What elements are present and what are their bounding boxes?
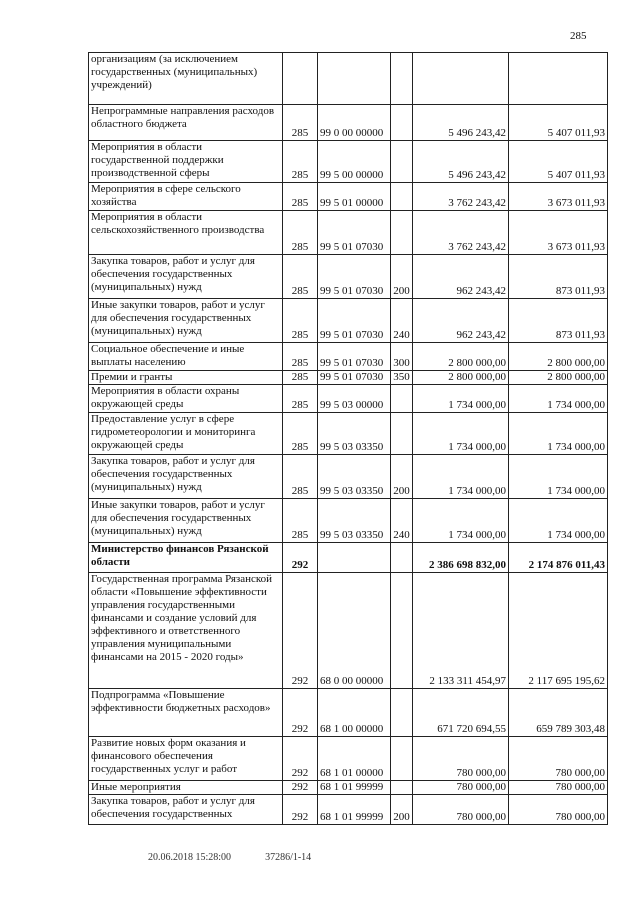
row-sum1-cell: 962 243,42 xyxy=(413,255,509,299)
row-name-cell: Иные закупки товаров, работ и услуг для обеспечения государственных (муниципальных) нужд xyxy=(89,299,283,343)
row-vr-cell: 200 xyxy=(391,255,413,299)
row-csr-cell: 99 0 00 00000 xyxy=(318,105,391,141)
row-sum1-cell: 2 800 000,00 xyxy=(413,343,509,371)
row-csr-cell: 68 1 01 99999 xyxy=(318,781,391,795)
table-row xyxy=(89,299,608,343)
row-ved-cell: 292 xyxy=(283,795,318,825)
table-row xyxy=(89,573,608,689)
row-name-cell: Министерство финансов Рязанской области xyxy=(89,543,283,573)
row-csr-cell xyxy=(318,53,391,105)
row-vr-cell: 200 xyxy=(391,455,413,499)
row-csr-cell: 68 1 00 00000 xyxy=(318,689,391,737)
row-name-cell: Мероприятия в области сельскохозяйственного производства xyxy=(89,211,283,255)
row-sum2-cell: 873 011,93 xyxy=(509,255,608,299)
row-ved-cell: 285 xyxy=(283,141,318,183)
row-vr-cell xyxy=(391,211,413,255)
row-name-cell: организациям (за исключением государственных (муниципальных) учреждений) xyxy=(89,53,283,105)
row-vr-cell xyxy=(391,413,413,455)
table-row xyxy=(89,141,608,183)
budget-table-body xyxy=(89,53,608,825)
row-csr-cell: 99 5 01 00000 xyxy=(318,183,391,211)
row-name-cell: Государственная программа Рязанской области «Повышение эффективности управления государственными финансами и создание условий для эффективного и ответственного управления муниципальными финансами на 2015 - 2020 годы» xyxy=(89,573,283,689)
row-name-cell: Предоставление услуг в сфере гидрометеорологии и мониторинга окружающей среды xyxy=(89,413,283,455)
row-sum2-cell xyxy=(509,53,608,105)
row-sum1-cell: 1 734 000,00 xyxy=(413,455,509,499)
row-ved-cell: 285 xyxy=(283,183,318,211)
table-row xyxy=(89,795,608,825)
row-sum2-cell: 780 000,00 xyxy=(509,781,608,795)
table-row xyxy=(89,689,608,737)
row-name-cell: Подпрограмма «Повышение эффективности бюджетных расходов» xyxy=(89,689,283,737)
row-ved-cell: 292 xyxy=(283,689,318,737)
page-number: 285 xyxy=(570,30,587,42)
row-sum2-cell: 1 734 000,00 xyxy=(509,413,608,455)
row-sum2-cell: 2 117 695 195,62 xyxy=(509,573,608,689)
row-sum2-cell: 5 407 011,93 xyxy=(509,141,608,183)
row-sum2-cell: 780 000,00 xyxy=(509,795,608,825)
row-ved-cell: 292 xyxy=(283,543,318,573)
row-csr-cell: 99 5 01 07030 xyxy=(318,371,391,385)
row-sum1-cell: 1 734 000,00 xyxy=(413,499,509,543)
row-ved-cell: 285 xyxy=(283,255,318,299)
row-vr-cell xyxy=(391,781,413,795)
row-sum1-cell: 1 734 000,00 xyxy=(413,385,509,413)
row-ved-cell: 285 xyxy=(283,455,318,499)
row-sum2-cell: 2 174 876 011,43 xyxy=(509,543,608,573)
table-row xyxy=(89,543,608,573)
row-vr-cell: 200 xyxy=(391,795,413,825)
row-csr-cell: 99 5 03 03350 xyxy=(318,413,391,455)
row-ved-cell: 285 xyxy=(283,105,318,141)
row-vr-cell: 300 xyxy=(391,343,413,371)
row-csr-cell: 99 5 03 00000 xyxy=(318,385,391,413)
footer-doc-code: 37286/1-14 xyxy=(265,852,312,863)
row-name-cell: Премии и гранты xyxy=(89,371,283,385)
row-name-cell: Закупка товаров, работ и услуг для обеспечения государственных (муниципальных) нужд xyxy=(89,255,283,299)
row-name-cell: Закупка товаров, работ и услуг для обеспечения государственных xyxy=(89,795,283,825)
footer-datetime: 20.06.2018 15:28:00 xyxy=(148,852,232,863)
row-vr-cell xyxy=(391,385,413,413)
table-row xyxy=(89,371,608,385)
table-row xyxy=(89,413,608,455)
row-sum2-cell: 659 789 303,48 xyxy=(509,689,608,737)
row-name-cell: Закупка товаров, работ и услуг для обеспечения государственных (муниципальных) нужд xyxy=(89,455,283,499)
table-row xyxy=(89,211,608,255)
table-row xyxy=(89,455,608,499)
table-row xyxy=(89,343,608,371)
row-sum1-cell: 2 800 000,00 xyxy=(413,371,509,385)
row-vr-cell: 240 xyxy=(391,299,413,343)
row-vr-cell xyxy=(391,543,413,573)
table-row xyxy=(89,53,608,105)
row-csr-cell: 99 5 01 07030 xyxy=(318,299,391,343)
row-name-cell: Непрограммные направления расходов областного бюджета xyxy=(89,105,283,141)
row-vr-cell: 350 xyxy=(391,371,413,385)
row-ved-cell: 292 xyxy=(283,781,318,795)
row-sum1-cell: 5 496 243,42 xyxy=(413,141,509,183)
budget-table xyxy=(88,52,608,825)
row-vr-cell xyxy=(391,141,413,183)
row-sum1-cell: 780 000,00 xyxy=(413,781,509,795)
row-csr-cell: 68 1 01 99999 xyxy=(318,795,391,825)
row-sum2-cell: 873 011,93 xyxy=(509,299,608,343)
row-ved-cell: 285 xyxy=(283,211,318,255)
row-csr-cell: 68 1 01 00000 xyxy=(318,737,391,781)
row-sum2-cell: 2 800 000,00 xyxy=(509,343,608,371)
row-vr-cell xyxy=(391,737,413,781)
row-name-cell: Мероприятия в сфере сельского хозяйства xyxy=(89,183,283,211)
row-sum1-cell: 3 762 243,42 xyxy=(413,183,509,211)
row-csr-cell: 99 5 03 03350 xyxy=(318,455,391,499)
table-row xyxy=(89,385,608,413)
row-sum1-cell: 962 243,42 xyxy=(413,299,509,343)
table-row xyxy=(89,105,608,141)
row-name-cell: Иные мероприятия xyxy=(89,781,283,795)
row-name-cell: Мероприятия в области охраны окружающей среды xyxy=(89,385,283,413)
row-csr-cell: 99 5 00 00000 xyxy=(318,141,391,183)
table-row xyxy=(89,183,608,211)
row-sum1-cell xyxy=(413,53,509,105)
table-row xyxy=(89,781,608,795)
row-ved-cell: 292 xyxy=(283,737,318,781)
row-ved-cell: 285 xyxy=(283,385,318,413)
row-sum2-cell: 3 673 011,93 xyxy=(509,211,608,255)
row-sum1-cell: 5 496 243,42 xyxy=(413,105,509,141)
row-ved-cell: 285 xyxy=(283,343,318,371)
row-name-cell: Развитие новых форм оказания и финансового обеспечения государственных услуг и работ xyxy=(89,737,283,781)
row-vr-cell xyxy=(391,573,413,689)
row-csr-cell: 99 5 03 03350 xyxy=(318,499,391,543)
row-sum1-cell: 780 000,00 xyxy=(413,737,509,781)
row-sum1-cell: 3 762 243,42 xyxy=(413,211,509,255)
row-sum2-cell: 2 800 000,00 xyxy=(509,371,608,385)
row-csr-cell xyxy=(318,543,391,573)
table-row xyxy=(89,737,608,781)
footer xyxy=(148,852,311,863)
row-vr-cell xyxy=(391,53,413,105)
row-sum1-cell: 780 000,00 xyxy=(413,795,509,825)
table-row xyxy=(89,255,608,299)
row-sum2-cell: 5 407 011,93 xyxy=(509,105,608,141)
row-sum1-cell: 2 386 698 832,00 xyxy=(413,543,509,573)
row-vr-cell xyxy=(391,183,413,211)
row-sum2-cell: 1 734 000,00 xyxy=(509,499,608,543)
row-sum2-cell: 1 734 000,00 xyxy=(509,385,608,413)
row-vr-cell xyxy=(391,105,413,141)
row-ved-cell: 285 xyxy=(283,371,318,385)
row-vr-cell xyxy=(391,689,413,737)
row-sum2-cell: 1 734 000,00 xyxy=(509,455,608,499)
row-ved-cell xyxy=(283,53,318,105)
row-csr-cell: 99 5 01 07030 xyxy=(318,255,391,299)
table-row xyxy=(89,499,608,543)
row-csr-cell: 99 5 01 07030 xyxy=(318,211,391,255)
row-name-cell: Мероприятия в области государственной поддержки производственной сферы xyxy=(89,141,283,183)
row-name-cell: Иные закупки товаров, работ и услуг для обеспечения государственных (муниципальных) нужд xyxy=(89,499,283,543)
row-vr-cell: 240 xyxy=(391,499,413,543)
row-sum2-cell: 780 000,00 xyxy=(509,737,608,781)
row-ved-cell: 285 xyxy=(283,413,318,455)
row-name-cell: Социальное обеспечение и иные выплаты населению xyxy=(89,343,283,371)
row-csr-cell: 99 5 01 07030 xyxy=(318,343,391,371)
row-sum1-cell: 671 720 694,55 xyxy=(413,689,509,737)
row-sum1-cell: 1 734 000,00 xyxy=(413,413,509,455)
row-sum2-cell: 3 673 011,93 xyxy=(509,183,608,211)
row-ved-cell: 292 xyxy=(283,573,318,689)
row-ved-cell: 285 xyxy=(283,299,318,343)
row-sum1-cell: 2 133 311 454,97 xyxy=(413,573,509,689)
row-csr-cell: 68 0 00 00000 xyxy=(318,573,391,689)
row-ved-cell: 285 xyxy=(283,499,318,543)
